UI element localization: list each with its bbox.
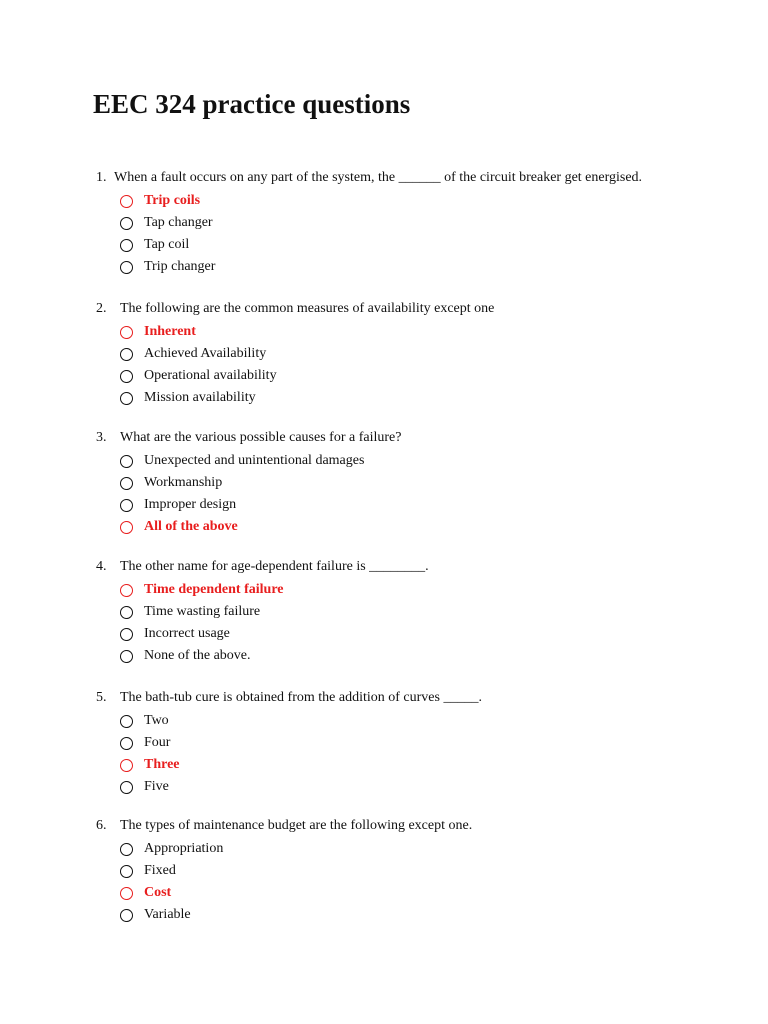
option-label: All of the above xyxy=(144,519,238,534)
options-list xyxy=(96,321,736,409)
option-item[interactable] xyxy=(96,904,736,926)
radio-circle-icon[interactable] xyxy=(120,650,133,663)
question-line xyxy=(96,428,736,448)
option-label: Workmanship xyxy=(144,475,223,490)
option-label: Mission availability xyxy=(144,390,256,405)
radio-circle-icon[interactable] xyxy=(120,715,133,728)
radio-circle-icon[interactable] xyxy=(120,217,133,230)
radio-circle-icon[interactable] xyxy=(120,392,133,405)
option-item[interactable] xyxy=(96,710,736,732)
option-item[interactable] xyxy=(96,365,736,387)
option-item[interactable] xyxy=(96,882,736,904)
question-line xyxy=(96,299,736,319)
radio-circle-icon[interactable] xyxy=(120,477,133,490)
options-list xyxy=(96,190,736,278)
radio-circle-icon[interactable] xyxy=(120,239,133,252)
option-label: Time wasting failure xyxy=(144,604,261,619)
option-item[interactable] xyxy=(96,234,736,256)
question-text: The other name for age-dependent failure is ________. xyxy=(120,559,429,574)
question-number: 3. xyxy=(96,430,107,445)
option-item[interactable] xyxy=(96,472,736,494)
options-list xyxy=(96,838,736,926)
radio-circle-icon[interactable] xyxy=(120,909,133,922)
question-line xyxy=(96,168,736,188)
options-list xyxy=(96,450,736,538)
radio-circle-icon[interactable] xyxy=(120,499,133,512)
radio-circle-icon[interactable] xyxy=(120,887,133,900)
option-label: Variable xyxy=(144,907,191,922)
question-text: The types of maintenance budget are the following except one. xyxy=(120,818,473,833)
question-5 xyxy=(96,688,736,798)
option-item[interactable] xyxy=(96,256,736,278)
option-item[interactable] xyxy=(96,190,736,212)
question-text: The following are the common measures of availability except one xyxy=(120,301,495,316)
radio-circle-icon[interactable] xyxy=(120,261,133,274)
radio-circle-icon[interactable] xyxy=(120,195,133,208)
question-number: 4. xyxy=(96,559,107,574)
question-4 xyxy=(96,557,736,667)
radio-circle-icon[interactable] xyxy=(120,737,133,750)
question-number: 1. xyxy=(96,170,107,185)
option-label: Cost xyxy=(144,885,172,900)
option-label: Trip changer xyxy=(144,259,216,274)
page-title: EEC 324 practice questions xyxy=(93,89,411,119)
radio-circle-icon[interactable] xyxy=(120,628,133,641)
radio-circle-icon[interactable] xyxy=(120,348,133,361)
option-label: None of the above. xyxy=(144,648,251,663)
option-label: Achieved Availability xyxy=(144,346,267,361)
option-item[interactable] xyxy=(96,516,736,538)
option-item[interactable] xyxy=(96,450,736,472)
question-number: 2. xyxy=(96,301,107,316)
question-text: The bath-tub cure is obtained from the addition of curves _____. xyxy=(120,690,482,705)
question-line xyxy=(96,557,736,577)
question-2 xyxy=(96,299,736,409)
options-list xyxy=(96,710,736,798)
question-line xyxy=(96,816,736,836)
option-item[interactable] xyxy=(96,321,736,343)
option-label: Three xyxy=(144,757,180,772)
option-label: Appropriation xyxy=(144,841,224,856)
option-label: Inherent xyxy=(144,324,196,339)
question-number: 6. xyxy=(96,818,107,833)
radio-circle-icon[interactable] xyxy=(120,370,133,383)
option-label: Fixed xyxy=(144,863,176,878)
option-item[interactable] xyxy=(96,212,736,234)
option-label: Unexpected and unintentional damages xyxy=(144,453,365,468)
options-list xyxy=(96,579,736,667)
option-item[interactable] xyxy=(96,494,736,516)
option-item[interactable] xyxy=(96,579,736,601)
question-line xyxy=(96,688,736,708)
radio-circle-icon[interactable] xyxy=(120,455,133,468)
question-1 xyxy=(96,168,736,278)
radio-circle-icon[interactable] xyxy=(120,326,133,339)
option-label: Time dependent failure xyxy=(144,582,284,597)
radio-circle-icon[interactable] xyxy=(120,759,133,772)
option-item[interactable] xyxy=(96,623,736,645)
option-label: Tap changer xyxy=(144,215,213,230)
option-label: Tap coil xyxy=(144,237,190,252)
question-number: 5. xyxy=(96,690,107,705)
radio-circle-icon[interactable] xyxy=(120,584,133,597)
option-item[interactable] xyxy=(96,601,736,623)
radio-circle-icon[interactable] xyxy=(120,606,133,619)
radio-circle-icon[interactable] xyxy=(120,843,133,856)
option-label: Four xyxy=(144,735,171,750)
option-item[interactable] xyxy=(96,754,736,776)
option-label: Improper design xyxy=(144,497,237,512)
option-item[interactable] xyxy=(96,860,736,882)
option-item[interactable] xyxy=(96,732,736,754)
option-item[interactable] xyxy=(96,645,736,667)
question-text: When a fault occurs on any part of the system, the ______ of the circuit breaker get energised. xyxy=(114,170,643,185)
option-item[interactable] xyxy=(96,387,736,409)
question-6 xyxy=(96,816,736,926)
option-label: Incorrect usage xyxy=(144,626,230,641)
question-3 xyxy=(96,428,736,538)
option-item[interactable] xyxy=(96,343,736,365)
option-label: Operational availability xyxy=(144,368,277,383)
option-item[interactable] xyxy=(96,838,736,860)
radio-circle-icon[interactable] xyxy=(120,521,133,534)
option-label: Two xyxy=(144,713,169,728)
option-item[interactable] xyxy=(96,776,736,798)
radio-circle-icon[interactable] xyxy=(120,781,133,794)
radio-circle-icon[interactable] xyxy=(120,865,133,878)
question-text: What are the various possible causes for a failure? xyxy=(120,430,402,445)
option-label: Trip coils xyxy=(144,193,201,208)
option-label: Five xyxy=(144,779,169,794)
